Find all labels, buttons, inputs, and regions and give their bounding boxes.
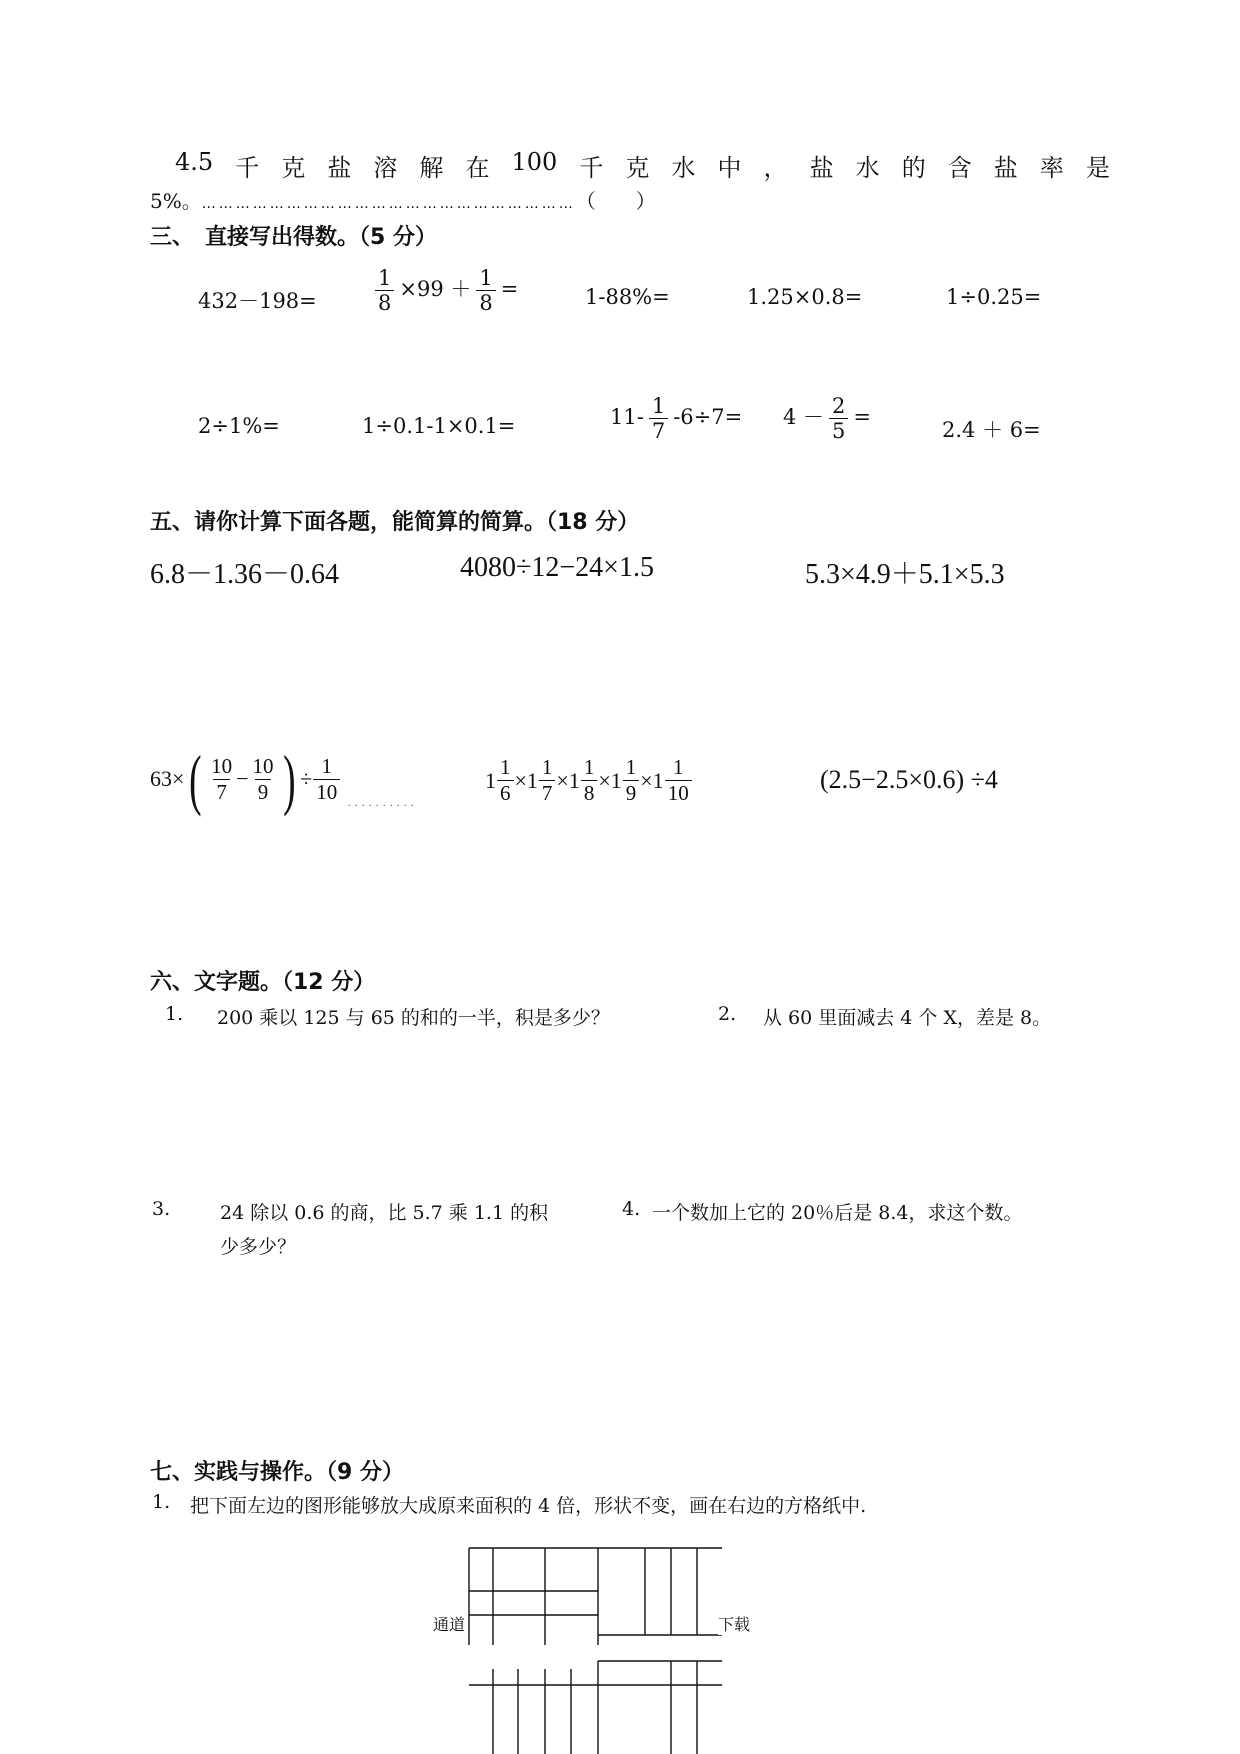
top-question-char: 是 — [1085, 154, 1110, 182]
calc-pre: 4 － — [783, 405, 825, 429]
fraction: $\frac{1}{8}$ — [375, 266, 394, 315]
top-question-char: 率 — [1039, 154, 1064, 182]
top-question-char: 在 — [465, 154, 490, 182]
word-q1: 200 乘以 125 与 65 的和的一半，积是多少？ — [217, 1007, 610, 1029]
fraction: $\frac{2}{5}$ — [829, 394, 848, 443]
top-question-line1 — [175, 148, 1110, 183]
top-question-char: 盐 — [993, 154, 1018, 182]
top-question-char: ， — [763, 154, 788, 182]
fraction — [497, 755, 514, 806]
top-question-char: 千 — [579, 154, 604, 182]
calc-1-div-0-1: 1÷0.1-1×0.1= — [362, 414, 516, 438]
fraction: $\frac{1}{8}$ — [476, 266, 495, 315]
calc-1-div-0-25: 1÷0.25= — [946, 285, 1042, 309]
top-question-char: 水 — [671, 154, 696, 182]
denominator: 6 — [497, 780, 514, 806]
word-q2: 从 60 里面减去 4 个 X，差是 8。 — [763, 1007, 1052, 1029]
top-question-char: 中 — [717, 154, 742, 182]
calc-1-25-times-0-8: 1.25×0.8= — [747, 285, 863, 309]
top-question-char: 水 — [855, 154, 880, 182]
denominator: 7 — [539, 780, 556, 806]
fraction: $\frac{1}{10}$ — [313, 754, 340, 805]
calc-2-4-plus-6: 2.4 ＋ 6= — [942, 418, 1041, 442]
grid-figure — [460, 1540, 740, 1754]
calc-11-minus-seventh — [610, 394, 742, 443]
section-6-title: 六、文字题。（12 分） — [150, 970, 376, 995]
top-question-char: 克 — [281, 154, 306, 182]
calc-mid: ×99 ＋ — [399, 277, 472, 301]
top-question-line2 — [150, 185, 656, 214]
practice-q1: 把下面左边的图形能够放大成原来面积的 4 倍，形状不变，画在右边的方格纸中. — [190, 1495, 867, 1517]
calc-2-div-1-percent: 2÷1%= — [198, 414, 280, 438]
word-q1-num: 1. — [165, 1003, 184, 1025]
calc-post: -6÷7= — [673, 405, 743, 429]
practice-q1-num: 1. — [152, 1491, 171, 1513]
calc-eq: = — [500, 277, 519, 301]
mixed-whole: 1 — [485, 767, 496, 793]
answer-blank: （ ） — [575, 189, 656, 213]
left-paren: ( — [189, 741, 202, 817]
numerator: 1 — [583, 755, 595, 779]
top-question-char: 克 — [625, 154, 650, 182]
denominator: 8 — [581, 780, 598, 806]
top-question-char: 盐 — [809, 154, 834, 182]
expr-2-5: (2.5−2.5×0.6) ÷4 — [820, 765, 998, 794]
top-question-char: 100 — [511, 148, 558, 176]
word-q4-num: 4. — [622, 1198, 641, 1220]
top-question-char: 4.5 — [175, 148, 214, 176]
fraction: $\frac{10}{9}$ — [252, 753, 274, 804]
numerator: 1 — [625, 755, 637, 779]
numerator: 1 — [500, 755, 511, 779]
expr-4080: 4080÷12−24×1.5 — [460, 552, 654, 583]
calc-eighth-times-99 — [370, 266, 518, 315]
mixed-whole: ×1 — [640, 767, 664, 793]
top-question-char: 的 — [901, 154, 926, 182]
calc-pre: 11- — [610, 405, 644, 429]
calc-post: = — [853, 405, 872, 429]
fraction — [539, 755, 556, 806]
figure-left-label: 通道 — [433, 1612, 465, 1635]
word-q3-line1: 24 除以 0.6 的商，比 5.7 乘 1.1 的积 — [220, 1202, 549, 1224]
mixed-whole: ×1 — [598, 767, 622, 793]
word-q4: 一个数加上它的 20％后是 8.4，求这个数。 — [652, 1202, 1023, 1224]
word-q3-line2: 少多少？ — [220, 1236, 297, 1258]
calc-4-minus-two-fifths — [783, 394, 871, 443]
expr-pre: 63× — [150, 766, 185, 791]
dots: · · · · · · · · · · — [347, 798, 415, 812]
numerator: 1 — [541, 755, 553, 779]
calc-1-88-percent: 1-88%= — [585, 285, 670, 309]
top-question-char: 盐 — [327, 154, 352, 182]
top-question-dots: ………………………………………………………… — [201, 196, 576, 212]
top-question-char: 千 — [235, 154, 260, 182]
section-3-title: 三、 直接写出得数。（5 分） — [150, 225, 437, 250]
section-7-title: 七、实践与操作。（9 分） — [150, 1460, 404, 1485]
fraction — [623, 755, 640, 806]
figure-right-label: 下载 — [718, 1612, 750, 1635]
denominator: 9 — [623, 780, 640, 806]
top-question-char: 含 — [947, 154, 972, 182]
denominator: 10 — [665, 780, 692, 806]
numerator: 1 — [672, 755, 684, 779]
mixed-whole: ×1 — [514, 767, 538, 793]
top-question-start: 5%。 — [150, 189, 202, 213]
fraction: $\frac{1}{7}$ — [649, 394, 668, 443]
expr-mixed-product — [485, 755, 693, 806]
expr-6-8: 6.8－1.36－0.64 — [150, 559, 340, 590]
top-question-char: 解 — [419, 154, 444, 182]
expr-63-times-paren — [150, 741, 415, 817]
minus: − — [236, 766, 249, 791]
fraction: $\frac{10}{7}$ — [211, 753, 233, 804]
word-q2-num: 2. — [718, 1003, 737, 1025]
mixed-whole: ×1 — [556, 767, 580, 793]
divide: ÷ — [300, 766, 313, 791]
section-5-title: 五、请你计算下面各题，能简算的简算。（18 分） — [150, 510, 640, 535]
right-paren: ) — [282, 741, 296, 817]
fraction — [581, 755, 598, 806]
top-question-char: 溶 — [373, 154, 398, 182]
fraction — [665, 755, 692, 806]
expr-5-3: 5.3×4.9＋5.1×5.3 — [805, 559, 1005, 590]
word-q3-num: 3. — [152, 1198, 171, 1220]
calc-432-198: 432－198= — [198, 289, 317, 313]
